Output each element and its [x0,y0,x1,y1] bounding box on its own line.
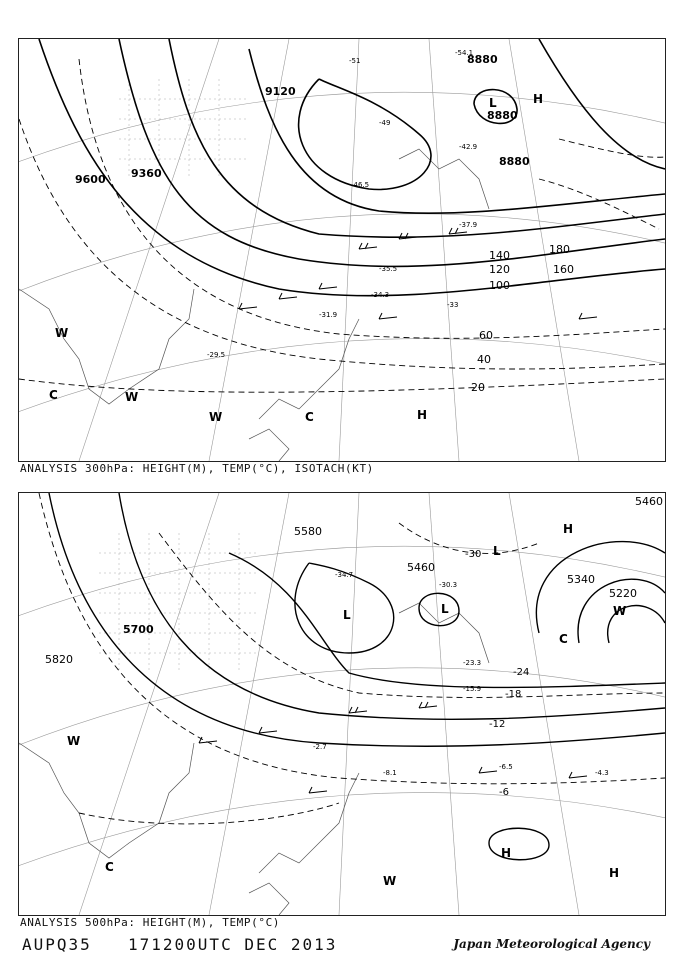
height-label: 8880 [467,53,498,66]
temp-label: -31.9 [319,311,338,319]
height-label: 5340 [567,573,595,586]
center-marker: H [533,92,544,106]
height-label: 5820 [45,653,73,666]
isotach-label: 60 [479,329,493,342]
lower-chart-map [19,493,665,915]
lower-height-contours [49,493,665,860]
temp-label: -23.3 [463,659,482,667]
temp-label: -2.7 [313,743,327,751]
temp-label: -54.1 [455,49,474,57]
center-marker: C [305,410,314,424]
lower-hatched-area [99,533,259,673]
height-label: 9120 [265,85,296,98]
isotach-label: 160 [553,263,574,276]
height-label: 5220 [609,587,637,600]
center-marker: L [441,602,449,616]
upper-wind-barbs [239,228,597,319]
isotach-label: 100 [489,279,510,292]
center-marker: L [493,544,501,558]
lower-wind-barbs [199,702,587,793]
center-marker: W [383,874,397,888]
temp-label: -30.3 [439,581,458,589]
isotach-label: 120 [489,263,510,276]
temp-label: -29.5 [207,351,226,359]
lower-temp-labels [313,549,609,798]
center-marker: W [125,390,139,404]
upper-hatched-area [119,79,249,179]
temp-label: -8.1 [383,769,397,777]
temp-label: -6.5 [499,763,513,771]
isotach-label: 140 [489,249,510,262]
height-label: 9360 [131,167,162,180]
height-label: 8880 [487,109,518,122]
isotach-label: 20 [471,381,485,394]
chart-id: AUPQ35 [22,935,92,954]
temp-label: -24 [513,667,530,678]
temp-label: -34.3 [371,291,390,299]
lower-height-labels [45,495,663,666]
upper-height-labels [75,53,530,186]
temp-label: -51 [349,57,361,65]
temp-label: -33 [447,301,459,309]
height-label: 8880 [499,155,530,168]
lower-chart-caption: ANALYSIS 500hPa: HEIGHT(M), TEMP(°C) [20,916,281,929]
isotach-label: 180 [549,243,570,256]
lower-chart-panel [18,492,666,916]
temp-label: -34.7 [335,571,354,579]
lower-coastlines [19,603,489,915]
center-marker: W [55,326,69,340]
center-marker: W [209,410,223,424]
temp-label: -12 [489,719,506,730]
temp-label: -4.3 [595,769,609,777]
temp-label: -30 [465,549,482,560]
upper-chart-map [19,39,665,461]
center-marker: C [105,860,114,874]
height-label: 5460 [635,495,663,508]
center-marker: W [67,734,81,748]
center-marker: L [489,96,497,110]
center-marker: C [49,388,58,402]
temp-label: -49 [379,119,391,127]
temp-label: -42.9 [459,143,478,151]
center-marker: H [563,522,574,536]
center-marker: H [501,846,512,860]
temp-label: -37.9 [459,221,478,229]
center-marker: L [343,608,351,622]
temp-label: -18 [505,689,522,700]
center-marker: C [559,632,568,646]
height-label: 5700 [123,623,154,636]
temp-label: -6 [499,787,509,798]
upper-isotach-labels [471,243,574,394]
height-label: 9600 [75,173,106,186]
temp-label: -46.5 [351,181,370,189]
temp-label: -15.9 [463,685,482,693]
height-label: 5460 [407,561,435,574]
agency-credit: Japan Meteorological Agency [453,937,650,951]
isotach-label: 40 [477,353,491,366]
center-marker: W [613,604,627,618]
center-marker: H [609,866,620,880]
center-marker: H [417,408,428,422]
upper-chart-panel [18,38,666,462]
temp-label: -35.5 [379,265,398,273]
valid-time: 171200UTC DEC 2013 [128,935,338,954]
upper-chart-caption: ANALYSIS 300hPa: HEIGHT(M), TEMP(°C), ISOTACH(KT) [20,462,374,475]
height-label: 5580 [294,525,322,538]
